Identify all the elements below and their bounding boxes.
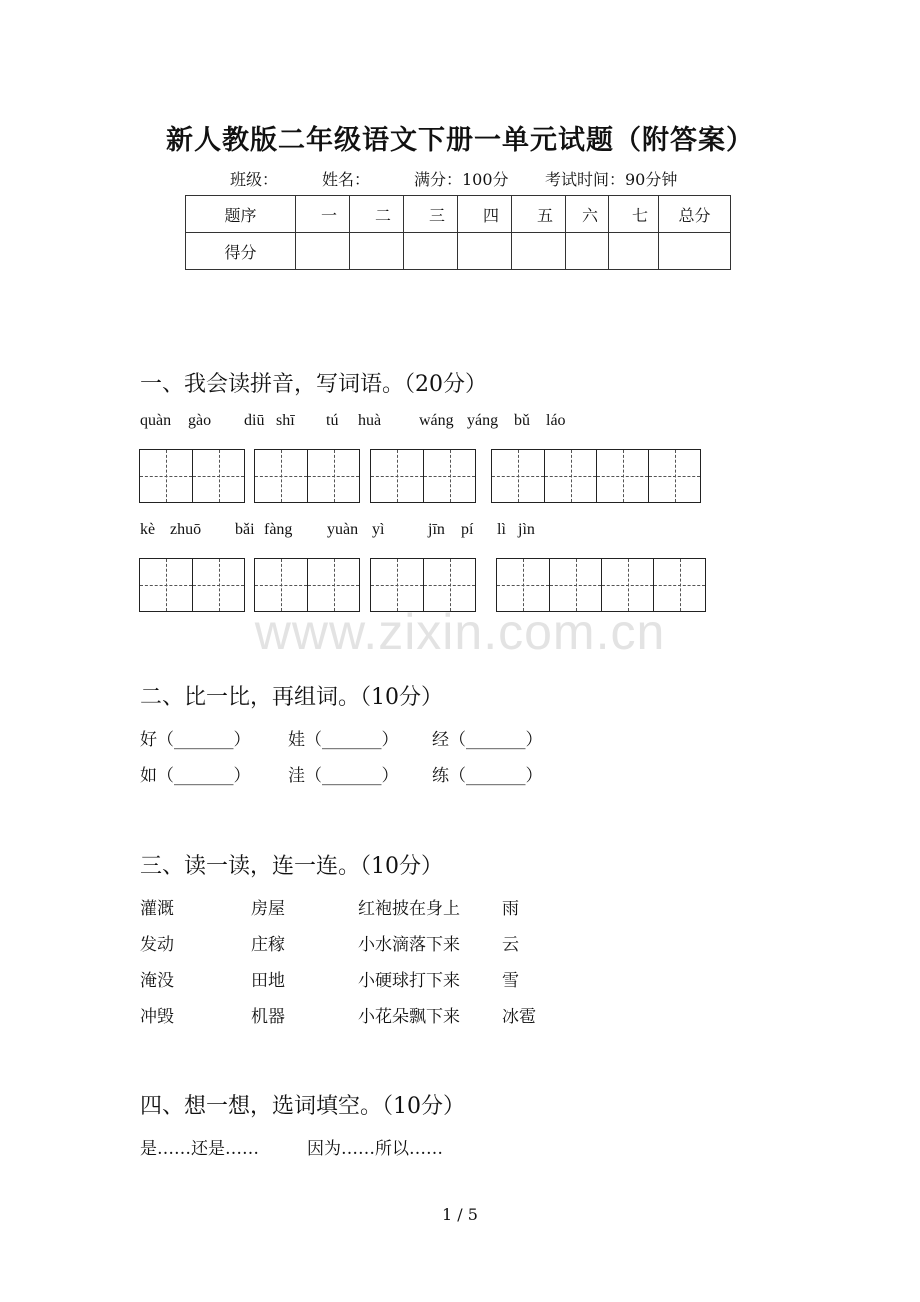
pinyin: bǔ xyxy=(514,412,530,429)
class-label: 班级： xyxy=(230,170,279,189)
score-cell[interactable] xyxy=(566,233,609,270)
match-item: 田地 xyxy=(251,971,285,991)
pinyin: yì xyxy=(372,521,385,538)
word-blank[interactable]: 洼（_______） xyxy=(288,766,399,786)
page-number: 1 / 5 xyxy=(442,1205,478,1224)
pinyin: bǎi xyxy=(235,521,255,538)
match-item: 冰雹 xyxy=(502,1007,536,1027)
score-cell[interactable] xyxy=(296,233,350,270)
score-table-header-cell: 七 xyxy=(609,196,659,233)
pinyin: fàng xyxy=(264,521,293,538)
pinyin: yuàn xyxy=(327,521,359,538)
match-item: 红袍披在身上 xyxy=(358,899,460,919)
score-table-header-cell: 总分 xyxy=(659,196,731,233)
score-table-score-row xyxy=(186,233,731,270)
word-blank[interactable]: 经（_______） xyxy=(432,730,543,750)
match-item: 小花朵飘下来 xyxy=(358,1007,460,1027)
match-item: 灌溉 xyxy=(140,899,174,919)
score-table-header-cell: 二 xyxy=(350,196,404,233)
score-table-header-cell: 题序 xyxy=(186,196,296,233)
watermark: www.zixin.com.cn xyxy=(254,604,666,660)
word-blank[interactable]: 练（_______） xyxy=(432,766,543,786)
pinyin: yáng xyxy=(467,412,499,429)
pinyin: pí xyxy=(461,521,474,538)
word-blank[interactable]: 好（_______） xyxy=(140,730,251,750)
pinyin: láo xyxy=(546,412,566,429)
section3-title: 三、读一读，连一连。（10分） xyxy=(140,854,443,879)
match-item: 发动 xyxy=(140,935,174,955)
score-cell[interactable] xyxy=(512,233,566,270)
score-table-row-label: 得分 xyxy=(186,233,296,270)
full-score-label: 满分：100分 xyxy=(414,170,509,189)
section2-title: 二、比一比，再组词。（10分） xyxy=(140,685,443,710)
match-item: 机器 xyxy=(251,1007,285,1027)
score-table xyxy=(185,195,731,270)
score-table-header-cell: 五 xyxy=(512,196,566,233)
pinyin: shī xyxy=(276,412,295,429)
exam-time-label: 考试时间：90分钟 xyxy=(545,170,678,189)
writing-grid[interactable] xyxy=(491,449,701,503)
pinyin: zhuō xyxy=(170,521,202,538)
match-item: 小水滴落下来 xyxy=(358,935,460,955)
match-item: 小硬球打下来 xyxy=(358,971,460,991)
word-blank[interactable]: 娃（_______） xyxy=(288,730,399,750)
pinyin: jīn xyxy=(428,521,445,538)
writing-grid[interactable] xyxy=(139,449,245,503)
pinyin: wáng xyxy=(419,412,454,429)
match-item: 房屋 xyxy=(251,899,285,919)
pinyin: huà xyxy=(358,412,382,429)
match-item: 冲毁 xyxy=(140,1007,174,1027)
pinyin: diū xyxy=(244,412,265,429)
score-table-header-cell: 四 xyxy=(458,196,512,233)
writing-grid[interactable] xyxy=(370,449,476,503)
score-table-header-cell: 一 xyxy=(296,196,350,233)
match-item: 淹没 xyxy=(140,971,174,991)
score-cell[interactable] xyxy=(659,233,731,270)
writing-grid[interactable] xyxy=(254,449,360,503)
match-item: 庄稼 xyxy=(251,935,285,955)
score-cell[interactable] xyxy=(350,233,404,270)
score-table-header-cell: 三 xyxy=(404,196,458,233)
option-word: 因为……所以…… xyxy=(307,1139,443,1159)
name-label: 姓名： xyxy=(322,170,371,189)
pinyin: tú xyxy=(326,412,339,429)
pinyin: gào xyxy=(188,412,212,429)
pinyin: kè xyxy=(140,521,156,538)
section1-title: 一、我会读拼音，写词语。（20分） xyxy=(140,372,487,397)
score-table-header-row xyxy=(186,196,731,233)
pinyin: quàn xyxy=(140,412,172,429)
score-cell[interactable] xyxy=(404,233,458,270)
match-item: 云 xyxy=(502,935,519,955)
page-title: 新人教版二年级语文下册一单元试题（附答案） xyxy=(166,125,754,156)
word-blank[interactable]: 如（_______） xyxy=(140,766,251,786)
section4-title: 四、想一想，选词填空。（10分） xyxy=(140,1094,465,1119)
pinyin: jìn xyxy=(518,521,535,538)
score-table-header-cell: 六 xyxy=(566,196,609,233)
pinyin: lì xyxy=(497,521,506,538)
match-item: 雪 xyxy=(502,971,519,991)
match-item: 雨 xyxy=(502,899,519,919)
score-cell[interactable] xyxy=(458,233,512,270)
score-cell[interactable] xyxy=(609,233,659,270)
option-word: 是……还是…… xyxy=(140,1139,259,1159)
